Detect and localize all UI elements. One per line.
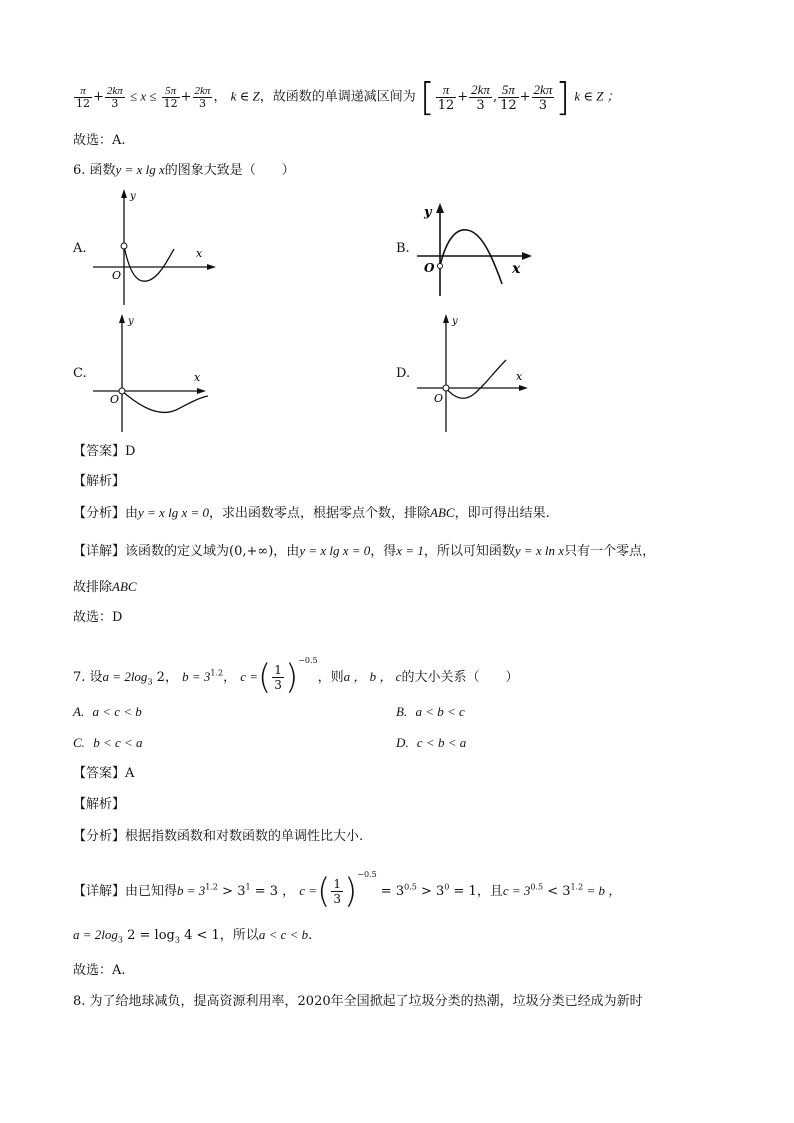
svg-text:x: x <box>516 370 523 383</box>
q6-exclude: 故排除ABC <box>73 579 137 595</box>
graph-option-b <box>412 200 537 300</box>
svg-text:x: x <box>194 371 201 384</box>
question-7-stem: 7. 设$a = 2\log_3$ 2， $b = 3^{1.2}$， c =( $\frac{1}{3}$ )$^{-0.5}$，则a ， b ， c的大小关系（ ） <box>73 656 519 698</box>
q6-fenxi: 【分析】由y = x lg x = 0，求出函数零点，根据零点个数，排除ABC，即可得出结果. <box>73 505 550 521</box>
question-6-stem: 6. 函数y = x lg x的图象大致是（ ） <box>73 162 295 178</box>
graph-option-d <box>412 310 537 435</box>
svg-text:x: x <box>512 261 521 277</box>
q7-xiangjie: 【详解】由已知得$b = 3^{1.2} > 3^1 = 3$ ， c =( $\frac{1}{3}$ )$^{-0.5} = 3^{0.5} > 3^0 = 1$，且$c = 3^{0.5} < 3^{1.2} = b$ ， <box>73 870 622 912</box>
frac-pi-12: $\frac{\pi}{12}$ <box>76 84 90 110</box>
frac-5pi-12: $\frac{5\pi}{12}$ <box>163 84 178 110</box>
frac-2kpi-3b: $\frac{2k\pi}{3}$ <box>194 84 211 110</box>
svg-text:O: O <box>424 261 435 275</box>
line-interval: $\frac{\pi}{12}$ + $\frac{2k\pi}{3}$ ≤ x ≤ $\frac{5\pi}{12}$ + $\frac{2k\pi}{3}$ ， k ∈ Z，故函数的单调递减区间为 [ $\frac{\pi}{12}$ + $\frac{2k\pi}{3}$ , $\frac{5\pi}{12}$ + $\frac{2k\pi}{3}$ ] k ∈ Z ； <box>76 75 620 119</box>
svg-text:y: y <box>452 316 458 327</box>
q7-choice: 故选：A. <box>73 963 126 978</box>
q6-xiangjie: 【详解】该函数的定义域为(0,+∞)，由y = x lg x = 0，得x = 1，所以可知函数y = x ln x只有一个零点， <box>73 543 656 559</box>
svg-text:y: y <box>424 205 432 220</box>
axis-x-label: x <box>196 247 203 260</box>
q7-xiangjie-2: $a = 2\log_3$ $2 = \log_3 4 < 1$，所以a < c < b. <box>73 927 313 945</box>
frac-2kpi-3: $\frac{2k\pi}{3}$ <box>106 84 123 110</box>
q7-answer: 【答案】A <box>73 766 135 781</box>
svg-text:y: y <box>128 316 134 327</box>
question-8-stem: 8. 为了给地球减负，提高资源利用率，2020年全国掀起了垃圾分类的热潮，垃圾分类已经成为新时 <box>73 994 643 1009</box>
svg-text:O: O <box>110 393 120 406</box>
axis-y-label: y <box>130 191 136 202</box>
q7-option-c: C. b < c < a <box>73 735 143 750</box>
q6-jiexi: 【解析】 <box>73 474 126 489</box>
q7-option-d: D. c < b < a <box>396 735 467 750</box>
option-a-label: A. <box>73 241 87 256</box>
q7-fenxi: 【分析】根据指数函数和对数函数的单调性比大小. <box>73 829 364 844</box>
q7-jiexi: 【解析】 <box>73 797 126 812</box>
graph-option-c <box>88 310 213 435</box>
q7-option-b: B. a < b < c <box>396 704 465 719</box>
q7-option-a: A. a < c < b <box>73 704 142 719</box>
option-c-label: C. <box>73 366 87 381</box>
choice-line: 故选：A. <box>73 133 126 148</box>
graph-option-a <box>88 185 218 310</box>
q6-answer: 【答案】D <box>73 444 136 459</box>
svg-text:O: O <box>434 392 444 405</box>
q6-choice: 故选：D <box>73 610 123 625</box>
option-d-label: D. <box>396 366 411 381</box>
option-b-label: B. <box>396 241 410 256</box>
origin-label: O <box>112 269 122 282</box>
